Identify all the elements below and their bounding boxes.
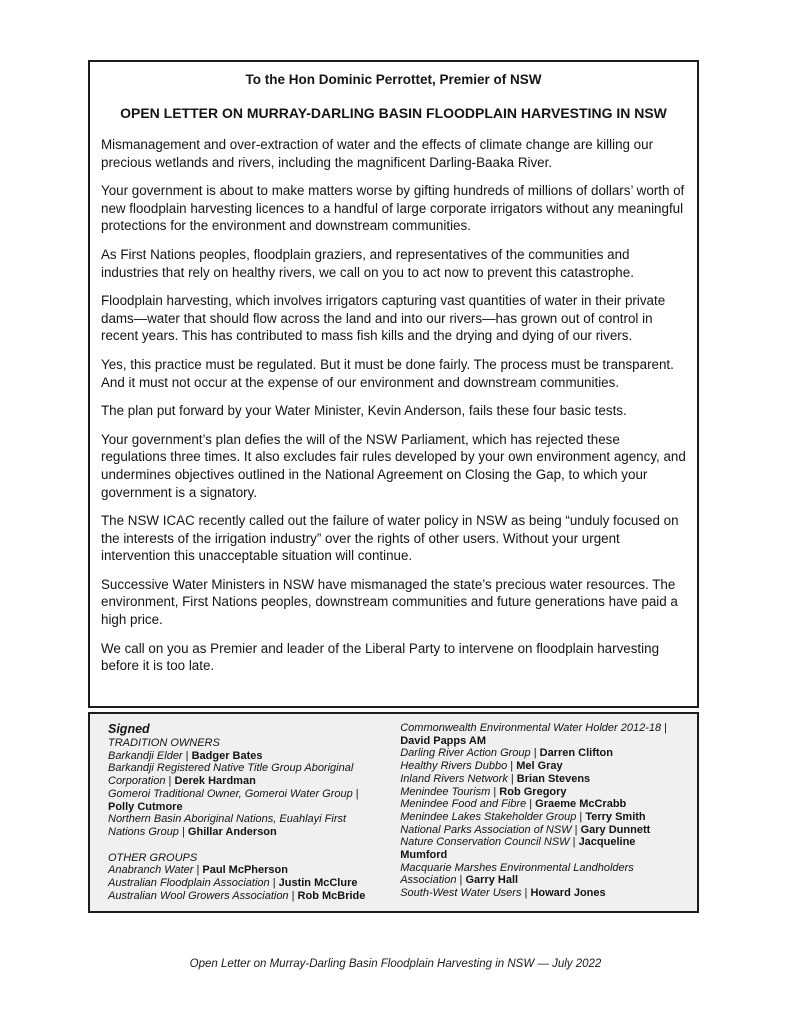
signatory-name: Howard Jones bbox=[530, 887, 606, 900]
signatory-separator: | bbox=[352, 787, 359, 800]
signatory-group-label: OTHER GROUPS bbox=[108, 851, 198, 864]
letter-box bbox=[88, 60, 699, 708]
signatory-org: Menindee Tourism bbox=[400, 785, 491, 798]
signature-column bbox=[108, 722, 386, 902]
signatory-separator: | bbox=[569, 836, 579, 849]
signatory-name: David Papps AM bbox=[400, 734, 486, 747]
signature-column bbox=[400, 722, 684, 902]
signatory-separator: | bbox=[526, 798, 536, 811]
signatory-name: Mel Gray bbox=[516, 760, 563, 773]
signatory-name: Paul McPherson bbox=[202, 864, 288, 877]
signatory-line bbox=[108, 864, 386, 877]
signatory-org: Northern Basin Aboriginal Nations, Euahlayi First Nations Group bbox=[108, 813, 347, 838]
signatory-separator: | bbox=[269, 877, 279, 890]
signatory-org: National Parks Association of NSW bbox=[400, 823, 572, 836]
signatory-org: Macquarie Marshes Environmental Landholders Association bbox=[400, 861, 634, 887]
letter-paragraph: Your government’s plan defies the will of the NSW Parliament, which has rejected these regulations three times. It also excludes fair rules developed by your own environment agency, and undermines objectives outlined in the National Agreement on Closing the Gap, to which your government is a signatory. bbox=[101, 431, 686, 500]
signatory-line bbox=[400, 760, 684, 773]
signatory-line bbox=[400, 824, 684, 837]
signatory-separator: | bbox=[571, 823, 581, 836]
signatory-org: Menindee Food and Fibre bbox=[400, 798, 527, 811]
signatory-org: Healthy Rivers Dubbo bbox=[400, 760, 508, 773]
signatory-name: Ghillar Anderson bbox=[187, 825, 277, 838]
signatory-separator: | bbox=[507, 760, 517, 773]
signatory-name: Badger Bates bbox=[191, 749, 263, 762]
signatory-name: Polly Cutmore bbox=[108, 800, 183, 813]
signatory-separator: | bbox=[490, 785, 500, 798]
letter-paragraph: As First Nations peoples, floodplain graziers, and representatives of the communities and industries that rely on healthy rivers, we call on you to act now to prevent this catastrophe. bbox=[101, 246, 634, 280]
signatory-line bbox=[400, 836, 684, 861]
signatory-line bbox=[108, 877, 386, 890]
signatory-separator: | bbox=[507, 772, 517, 785]
signatory-separator: | bbox=[182, 749, 192, 762]
signatory-separator: | bbox=[165, 775, 175, 788]
signatory-group bbox=[108, 852, 386, 903]
signatory-name: Graeme McCrabb bbox=[535, 798, 627, 811]
letter-paragraph: Mismanagement and over-extraction of water and the effects of climate change are killing our precious wetlands and rivers, including the magnificent Darling-Baaka River. bbox=[101, 137, 654, 170]
signatory-line bbox=[108, 750, 386, 763]
letter-paragraph: Your government is about to make matters worse by gifting hundreds of millions of dollars’ worth of new floodplain harvesting licences to a handful of large corporate irrigators without any meaningful protections for the environment and downstream communities. bbox=[101, 183, 685, 234]
letter-paragraph: Floodplain harvesting, which involves irrigators capturing vast quantities of water in their private dams—water that should flow across the land and into our rivers—has grown out of control in recent years. This has contributed to mass fish kills and the drying and dying of our rivers. bbox=[101, 293, 666, 344]
signatory-line bbox=[400, 862, 684, 887]
letter-paragraph: We call on you as Premier and leader of the Liberal Party to intervene on floodplain harvesting before it is too late. bbox=[101, 640, 660, 674]
signatory-line bbox=[108, 762, 386, 787]
signatory-group bbox=[108, 737, 386, 839]
signatory-org: Inland Rivers Network bbox=[400, 772, 508, 785]
signatory-org: Australian Wool Growers Association bbox=[108, 889, 289, 902]
signatory-name: Derek Hardman bbox=[174, 775, 256, 788]
signatory-org: Anabranch Water bbox=[108, 864, 194, 877]
letter-body bbox=[101, 136, 686, 675]
signatory-separator: | bbox=[456, 874, 466, 887]
signatory-org: Barkandji Registered Native Title Group Aboriginal Corporation bbox=[108, 762, 354, 788]
signatory-org: Nature Conservation Council NSW bbox=[400, 836, 570, 849]
signatory-org: Menindee Lakes Stakeholder Group bbox=[400, 810, 577, 823]
signatory-group bbox=[400, 722, 684, 900]
signatory-separator: | bbox=[576, 810, 586, 823]
signatory-separator: | bbox=[178, 825, 188, 838]
letter-paragraph: Yes, this practice must be regulated. But it must be done fairly. The process must be transparent. And it must not occur at the expense of our environment and downstream communities. bbox=[101, 356, 674, 390]
signatory-name: Darren Clifton bbox=[539, 747, 613, 760]
signatory-org: Commonwealth Environmental Water Holder 2012-18 bbox=[400, 722, 662, 734]
signatory-line bbox=[400, 798, 684, 811]
footer-caption: Open Letter on Murray-Darling Basin Floodplain Harvesting in NSW — July 2022 bbox=[189, 958, 602, 970]
signatory-separator: | bbox=[288, 889, 298, 902]
letter-paragraph: The plan put forward by your Water Minister, Kevin Anderson, fails these four basic tests. bbox=[101, 403, 627, 419]
signatory-separator: | bbox=[193, 864, 203, 877]
signatory-name: Justin McClure bbox=[278, 877, 358, 890]
signatory-org: South-West Water Users bbox=[400, 887, 522, 900]
signatory-name: Rob McBride bbox=[297, 889, 366, 902]
signatory-name: Jacqueline Mumford bbox=[400, 836, 636, 862]
signatory-group-label: TRADITION OWNERS bbox=[108, 737, 220, 749]
signatory-org: Gomeroi Traditional Owner, Gomeroi Water Group bbox=[108, 787, 353, 800]
letter-salutation: To the Hon Dominic Perrottet, Premier of NSW bbox=[245, 72, 542, 87]
signatory-name: Brian Stevens bbox=[516, 772, 591, 785]
signature-box bbox=[88, 712, 699, 913]
signatory-name: Gary Dunnett bbox=[580, 823, 651, 836]
signatory-org: Barkandji Elder bbox=[108, 749, 183, 762]
signatory-separator: | bbox=[661, 722, 668, 734]
signatory-line bbox=[108, 890, 386, 903]
signatory-line bbox=[400, 811, 684, 824]
letter-paragraph: The NSW ICAC recently called out the failure of water policy in NSW as being “unduly focused on the interests of the irrigation industry” over the rights of other users. Without your urgent intervention this unacceptable situation will continue. bbox=[101, 513, 679, 564]
signatory-name: Rob Gregory bbox=[499, 785, 567, 798]
signatory-org: Australian Floodplain Association bbox=[108, 877, 270, 890]
signatory-line bbox=[108, 788, 386, 813]
letter-paragraph: Successive Water Ministers in NSW have mismanaged the state’s precious water resources. The environment, First Nations peoples, downstream communities and future generations have paid a high price. bbox=[101, 576, 678, 628]
signatory-name: Garry Hall bbox=[465, 874, 519, 887]
signatory-org: Darling River Action Group bbox=[400, 747, 531, 760]
signatory-name: Terry Smith bbox=[585, 810, 646, 823]
signatory-line bbox=[400, 786, 684, 799]
signed-heading: Signed bbox=[108, 722, 150, 736]
letter-title: OPEN LETTER ON MURRAY-DARLING BASIN FLOODPLAIN HARVESTING IN NSW bbox=[120, 105, 667, 121]
signatory-line bbox=[400, 773, 684, 786]
signatory-line bbox=[400, 887, 684, 900]
signatory-line bbox=[400, 747, 684, 760]
signatory-separator: | bbox=[530, 747, 540, 760]
signatory-separator: | bbox=[521, 887, 531, 900]
signatory-line bbox=[108, 813, 386, 838]
signatory-line bbox=[400, 722, 684, 747]
